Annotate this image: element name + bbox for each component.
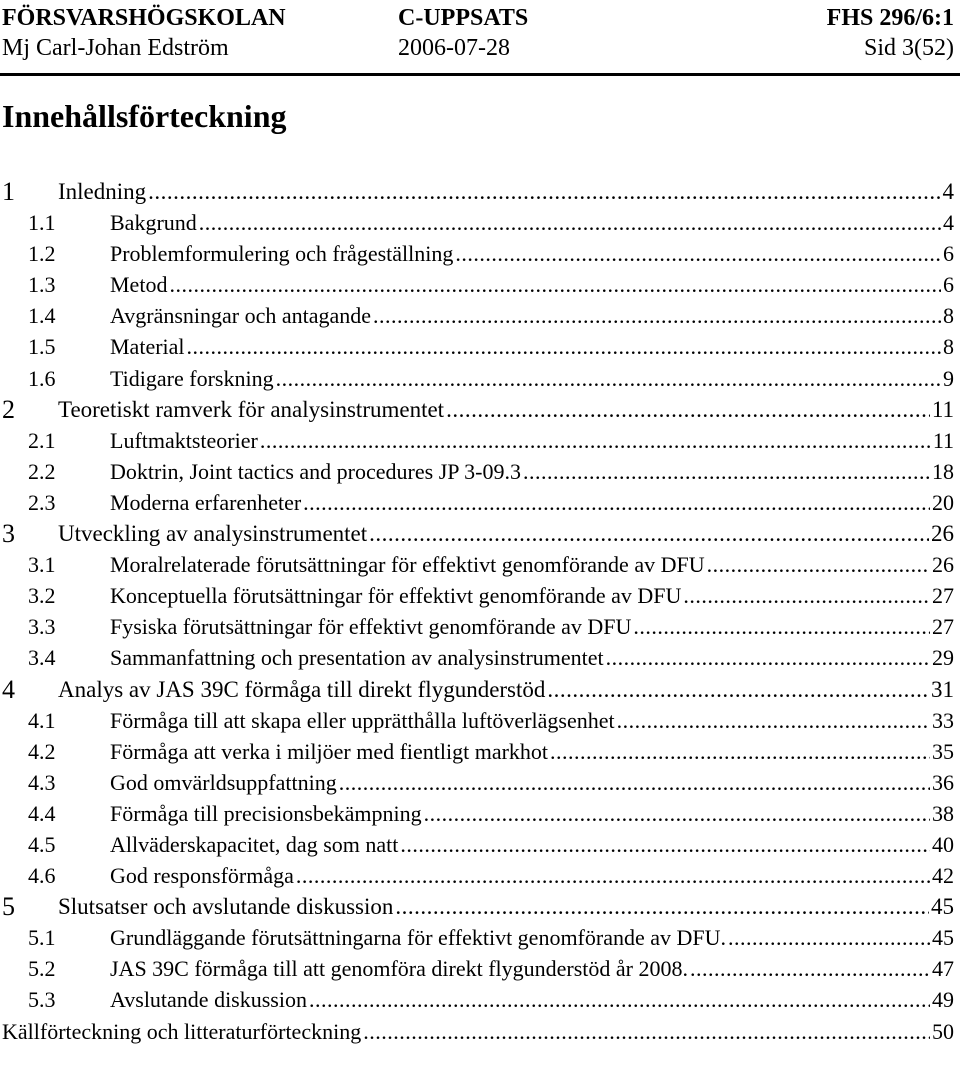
toc-entry[interactable] [0,456,954,487]
dot-leader [446,394,930,425]
toc-entry[interactable] [0,798,954,829]
toc-entry-title: Fysiska förutsättningar för effektivt genomförande av DFU [110,614,632,640]
toc-entry[interactable] [0,1016,954,1047]
toc-entry-line [58,394,954,425]
toc-entry-page: 18 [932,458,954,484]
header-rule [0,73,960,76]
toc-entry[interactable] [0,580,954,611]
toc-entry-title: Moderna erfarenheter [110,489,302,515]
toc-entry-title: Allväderskapacitet, dag som natt [110,831,399,857]
toc-entry[interactable] [0,176,954,207]
toc-entry[interactable] [0,549,954,580]
toc-entry-page: 47 [932,956,954,982]
toc-entry-line [110,642,954,673]
dot-leader [363,1016,930,1047]
dot-leader [550,736,930,767]
toc-entry-title: Luftmaktsteorier [110,427,258,453]
toc-entry-line [110,207,954,238]
toc-entry-page: 26 [931,521,954,547]
toc-entry-page: 33 [932,707,954,733]
toc-entry-title: Förmåga till precisionsbekämpning [110,800,422,826]
dot-leader [606,642,930,673]
dot-leader [169,269,941,300]
toc-entry-page: 4 [942,179,954,204]
toc-entry[interactable] [0,363,954,394]
toc-entry-number: 2 [2,394,15,424]
toc-entry-title: Analys av JAS 39C förmåga till direkt flygunderstöd [58,676,546,702]
toc-entry[interactable] [0,922,954,953]
toc-entry-title: God omvärldsuppfattning [110,769,337,795]
dot-leader [260,425,931,456]
toc-entry-number: 1.6 [28,365,56,391]
toc-entry-line [58,518,954,549]
toc-entry-line [58,891,954,922]
toc-entry-number: 4.4 [28,800,56,826]
toc-entry-title: God responsförmåga [110,863,294,889]
toc-entry-number: 3.4 [28,645,56,671]
toc-entry-title: Förmåga till att skapa eller upprätthålla luftöverlägsenhet [110,707,615,733]
toc-entry-title: Slutsatser och avslutande diskussion [58,894,394,920]
toc-entry-page: 11 [931,396,954,422]
toc-entry-line [110,922,954,953]
dot-leader [523,456,930,487]
toc-entry-line [2,1016,954,1047]
toc-entry-line [110,767,954,798]
dot-leader [199,207,941,238]
dot-leader [400,829,930,860]
dot-leader [296,860,930,891]
toc-entry-page: 38 [932,800,954,826]
toc-entry-page: 11 [932,427,954,453]
toc-entry-page: 6 [943,272,954,298]
toc-entry-page: 50 [932,1018,954,1044]
toc-entry[interactable] [0,953,954,984]
toc-entry-number: 4.5 [28,831,56,857]
toc-entry-number: 1.1 [28,210,56,236]
toc-entry-title: Material [110,334,185,360]
toc-entry-title: JAS 39C förmåga till att genomföra direkt flygunderstöd år 2008. [110,956,688,982]
toc-entry[interactable] [0,642,954,673]
toc-entry-number: 4.6 [28,863,56,889]
dot-leader [690,953,930,984]
dot-leader [424,798,930,829]
toc-entry-title: Inledning [58,179,147,204]
toc-entry-page: 49 [932,987,954,1013]
toc-entry-line [110,984,954,1015]
toc-entry-line [110,238,954,269]
toc-entry-number: 5.2 [28,956,56,982]
toc-entry-title: Förmåga att verka i miljöer med fientligt markhot [110,738,549,764]
toc-entry[interactable] [0,829,954,860]
toc-entry-page: 45 [931,894,954,920]
toc-entry-page: 31 [931,676,954,702]
toc-entry-title: Konceptuella förutsättningar för effektivt genomförande av DFU [110,583,682,609]
toc-entry-line [110,456,954,487]
toc-entry-line [110,736,954,767]
toc-entry-number: 2.3 [28,489,56,515]
toc-entry-number: 1.3 [28,272,56,298]
toc-entry[interactable] [0,394,954,425]
author-name: Mj Carl-Johan Edström [2,35,229,61]
toc-entry-title: Problemformulering och frågeställning [110,241,454,267]
toc-entry-page: 20 [932,489,954,515]
toc-entry-line [110,798,954,829]
toc-entry-page: 29 [932,645,954,671]
dot-leader [455,238,941,269]
toc-entry-number: 2.2 [28,458,56,484]
toc-entry[interactable] [0,518,954,549]
toc-entry-page: 45 [932,925,954,951]
toc-entry-line [110,580,954,611]
toc-entry-number: 3.3 [28,614,56,640]
toc-entry-line [110,705,954,736]
dot-leader [187,331,941,362]
dot-leader [617,705,930,736]
document-date: 2006-07-28 [398,35,510,61]
toc-entry-page: 8 [943,334,954,360]
toc-entry[interactable] [0,300,954,331]
toc-entry-line [110,829,954,860]
toc-entry-title: Moralrelaterade förutsättningar för effektivt genomförande av DFU [110,552,705,578]
toc-entry-title: Grundläggande förutsättningarna för effektivt genomförande av DFU. [110,925,727,951]
dot-leader [395,891,929,922]
toc-entry-page: 42 [932,863,954,889]
toc-entry-page: 36 [932,769,954,795]
toc-entry-number: 1 [2,177,15,206]
table-of-contents [0,176,954,1047]
toc-entry[interactable] [0,736,954,767]
toc-entry[interactable] [0,425,954,456]
toc-entry[interactable] [0,705,954,736]
toc-entry-number: 4.3 [28,769,56,795]
toc-entry-line [58,674,954,705]
dot-leader [339,767,930,798]
toc-entry-number: 1.2 [28,241,56,267]
toc-entry-number: 5.3 [28,987,56,1013]
toc-entry-line [110,300,954,331]
dot-leader [707,549,930,580]
page-number: Sid 3(52) [864,35,954,61]
toc-entry-line [110,487,954,518]
dot-leader [633,611,930,642]
toc-entry-line [110,363,954,394]
toc-entry-line [110,953,954,984]
toc-entry-page: 4 [943,210,954,236]
toc-entry-page: 6 [943,241,954,267]
toc-entry-title: Sammanfattning och presentation av analysinstrumentet [110,645,604,671]
toc-entry-line [110,269,954,300]
toc-entry-line [58,176,954,207]
reference-number: FHS 296/6:1 [826,5,954,31]
toc-entry-page: 27 [932,614,954,640]
toc-entry-page: 40 [932,831,954,857]
toc-entry-page: 27 [932,583,954,609]
toc-entry-number: 3.1 [28,552,56,578]
toc-entry-line [110,425,954,456]
toc-entry-line [110,331,954,362]
school-name: FÖRSVARSHÖGSKOLAN [2,5,286,31]
toc-entry-page: 8 [943,303,954,329]
toc-entry-line [110,611,954,642]
document-type: C-UPPSATS [398,5,529,31]
toc-entry[interactable] [0,331,954,362]
toc-entry-page: 26 [932,552,954,578]
toc-entry-title: Doktrin, Joint tactics and procedures JP 3-09.3 [110,458,521,484]
dot-leader [728,922,930,953]
toc-entry[interactable] [0,487,954,518]
toc-entry-title: Metod [110,272,168,298]
toc-entry[interactable] [0,238,954,269]
toc-entry-title: Tidigare forskning [110,365,274,391]
toc-entry-number: 5 [2,892,15,922]
toc-entry-number: 5.1 [28,925,56,951]
toc-entry-page: 35 [932,738,954,764]
toc-entry-number: 1.5 [28,334,56,360]
toc-entry-title: Bakgrund [110,210,197,236]
toc-entry-title: Utveckling av analysinstrumentet [58,521,368,547]
toc-entry[interactable] [0,207,954,238]
toc-entry[interactable] [0,674,954,705]
dot-leader [547,674,929,705]
toc-entry[interactable] [0,891,954,922]
toc-entry[interactable] [0,984,954,1015]
dot-leader [373,300,941,331]
dot-leader [369,518,929,549]
toc-entry-number: 4.1 [28,707,56,733]
toc-entry[interactable] [0,860,954,891]
dot-leader [276,363,941,394]
toc-entry-title: Avgränsningar och antagande [110,303,372,329]
toc-entry-number: 4 [2,674,15,704]
toc-entry-number: 2.1 [28,427,56,453]
toc-entry-number: 4.2 [28,738,56,764]
toc-entry-title: Avslutande diskussion [110,987,307,1013]
toc-entry-title: Teoretiskt ramverk för analysinstrumentet [58,396,445,422]
dot-leader [148,176,940,207]
toc-entry-page: 9 [943,365,954,391]
toc-entry[interactable] [0,767,954,798]
dot-leader [309,984,930,1015]
toc-entry[interactable] [0,611,954,642]
toc-entry[interactable] [0,269,954,300]
toc-entry-line [110,860,954,891]
dot-leader [683,580,930,611]
toc-entry-title: Källförteckning och litteraturförteckning [2,1018,362,1044]
page-title: Innehållsförteckning [2,98,287,134]
toc-entry-line [110,549,954,580]
dot-leader [303,487,930,518]
toc-entry-number: 1.4 [28,303,56,329]
toc-entry-number: 3 [2,519,15,549]
toc-entry-number: 3.2 [28,583,56,609]
